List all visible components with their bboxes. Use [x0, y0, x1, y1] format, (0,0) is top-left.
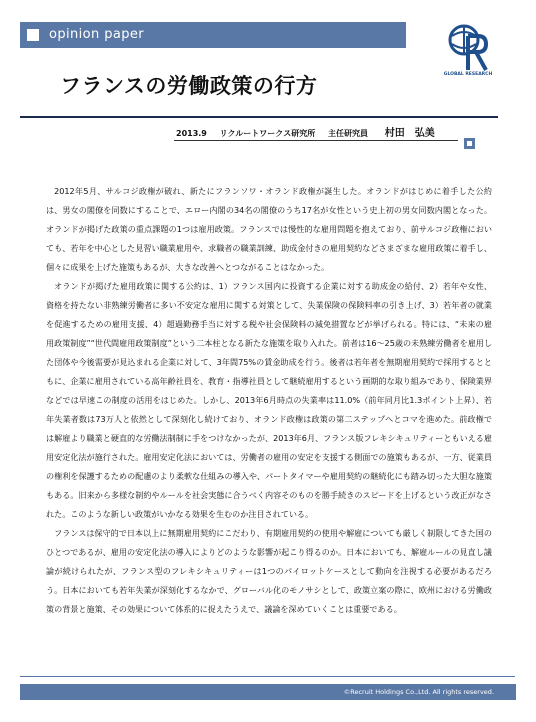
- paragraph: フランスは保守的で日本以上に無期雇用契約にこだわり、有期雇用契約の使用や解雇についても厳しく制限してきた国のひとつであるが、雇用の安定化法の導入によりどのような影響が起こり得るのか。日本においても、解雇ルールの見直し議論が続けられたが、フランス型のフレキシキュリティーは1つのパイロットケースとして動向を注視する必要があるだろう。日本においても若年失業が深刻化するなかで、グローバル化のモノサシとして、政策立案の際に、欧州における労働政策の背景と施策、その効果について体系的に捉えたうえで、議論を深めていくことは重要である。: [46, 528, 492, 614]
- article-body: [46, 182, 492, 619]
- paragraph: 2012年5月、サルコジ政権が破れ、新たにフランソワ・オランド政権が誕生した。オランドがはじめに着手した公約は、男女の閣僚を同数にすることで、エロー内閣の34名の閣僚のうち17名が女性という史上初の男女同数内閣となった。オランドが掲げた政策の重点課題の1つは雇用政策。フランスでは慢性的な雇用問題を抱えており、前サルコジ政権においても、若年を中心とした見習い職業雇用や、求職者の職業訓練、助成金付きの雇用契約などさまざまな雇用政策に着手し、個々に成果を上げた施策もあるが、大きな改善へとつながることはなかった。: [46, 186, 492, 272]
- footer-band: [20, 684, 516, 700]
- byline-role: 主任研究員: [328, 129, 368, 138]
- footer-divider: [20, 676, 515, 677]
- byline-name: 村田 弘美: [384, 128, 435, 139]
- byline-divider: [174, 140, 458, 141]
- copyright: ©Recruit Holdings Co.,Ltd. All rights reserved.: [343, 688, 494, 696]
- page-title: フランスの労働政策の行方: [60, 74, 318, 98]
- paragraph: オランドが掲げた雇用政策に関する公約は、1）フランス国内に投資する企業に対する助成金の給付、2）若年や女性、資格を持たない非熟練労働者に多い不安定な雇用に関する対策として、失業保険の保険料率の引き上げ、3）若年者の就業を促進するための雇用支援、4）超過勤務手当に対する税や社会保険料の減免措置などが挙げられる。特には、“未来の雇用政策制度”“世代間雇用政策制度”という二本柱となる新たな施策を取り入れた。前者は16～25歳の未熟練労働者を雇用した団体や今後需要が見込まれる企業に対して、3年間75%の賃金助成を行う。後者は若年者を無期雇用契約で採用するとともに、企業に雇用されている高年齢社員を、教育・指導社員として継続雇用するという画期的な取り組みであり、保険業界などでは早速この制度の活用をはじめた。しかし、2013年6月時点の失業率は11.0%（前年同月比1.3ポイント上昇）、若年失業者数は73万人と依然として深刻化し続けており、オランド政権は政策の第二ステップへとコマを進めた。前政権では解雇より職業と硬直的な労働法制制に手をつけなかったが、2013年6月、フランス版フレキシキュリティーともいえる雇用安定化法が施行された。雇用安定化法においては、労働者の雇用の安定を支援する側面での施策もあるが、一方、従業員の権利を保護するための配慮のより柔軟な仕組みの導入や、パートタイマーや雇用契約の継続化にも踏み切った大胆な施策もある。旧来から多様な制約やルールを社会実態に合うべく内容そのものを勝手続きのスピードを上げるという改正がなされた。このような新しい政策がいかなる効果を生むのか注目されている。: [46, 281, 492, 519]
- header-square-icon: [27, 29, 39, 41]
- title-divider: [20, 116, 498, 118]
- header-band: [20, 22, 406, 48]
- logo-text: GLOBAL RESEARCH: [443, 72, 493, 77]
- byline-date: 2013.9: [176, 129, 207, 138]
- byline-square-icon: [464, 138, 475, 149]
- header-label: opinion paper: [49, 27, 145, 42]
- byline-org: リクルートワークス研究所: [219, 129, 316, 138]
- byline: [176, 124, 445, 139]
